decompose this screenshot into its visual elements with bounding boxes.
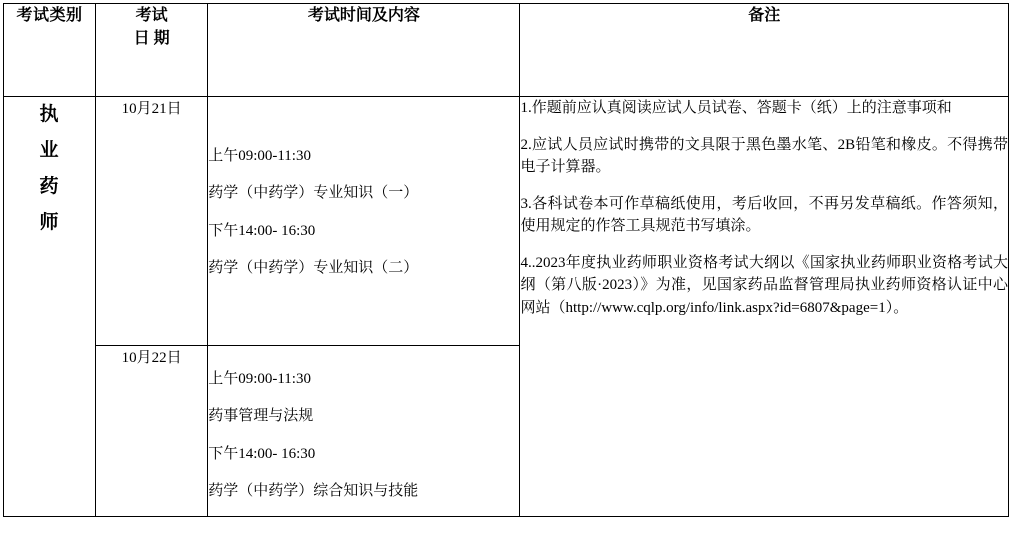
category-char-4: 师 [39,212,60,234]
column-header-date [96,4,208,97]
cell-exam-date: 10月21日 [96,97,208,346]
column-header-date-line2: 日 期 [133,30,170,48]
content-line: 上午09:00-11:30 [208,371,311,387]
column-header-remark: 备注 [520,4,1009,97]
table-header [4,4,1009,97]
column-header-date-line1: 考试 [135,7,168,24]
content-line: 药事管理与法规 [208,408,314,425]
content-line: 下午14:00- 16:30 [208,445,316,462]
remark-item: 2.应试人员应试时携带的文具限于黑色墨水笔、2B铅笔和橡皮。不得携带电子计算器。 [520,136,1008,175]
column-header-content: 考试时间及内容 [208,4,520,97]
category-char-2: 业 [39,140,60,162]
table-row [4,97,1009,346]
remark-item: 1.作题前应认真阅读应试人员试卷、答题卡（纸）上的注意事项和 [520,100,952,116]
table-header-row [4,4,1009,97]
remark-item: 3.各科试卷本可作草稿纸使用，考后收回，不再另发草稿纸。作答须知，使用规定的作答工具规范书写填涂。 [520,195,1008,234]
remark-item: 4..2023年度执业药师职业资格考试大纲以《国家执业药师职业资格考试大纲（第八版·2023）》为准，见国家药品监督管理局执业药师资格认证中心网站（http://www.cqlp.org/info/link.aspx?id=6807&page=1）。 [520,254,1008,316]
category-char-1: 执 [39,104,60,125]
cell-remarks [520,97,1009,517]
cell-exam-content [208,97,520,346]
content-line: 药学（中药学）专业知识（二） [208,259,419,276]
document-page [0,3,1012,540]
content-line: 药学（中药学）专业知识（一） [208,185,419,202]
cell-exam-category [4,97,96,517]
content-line: 上午09:00-11:30 [208,148,311,164]
content-line: 下午14:00- 16:30 [208,222,316,239]
category-char-3: 药 [39,176,60,198]
cell-exam-date: 10月22日 [96,346,208,517]
exam-schedule-table [3,3,1009,517]
content-line: 药学（中药学）综合知识与技能 [208,482,419,499]
table-body [4,97,1009,517]
cell-exam-content [208,346,520,517]
column-header-category: 考试类别 [4,4,96,97]
